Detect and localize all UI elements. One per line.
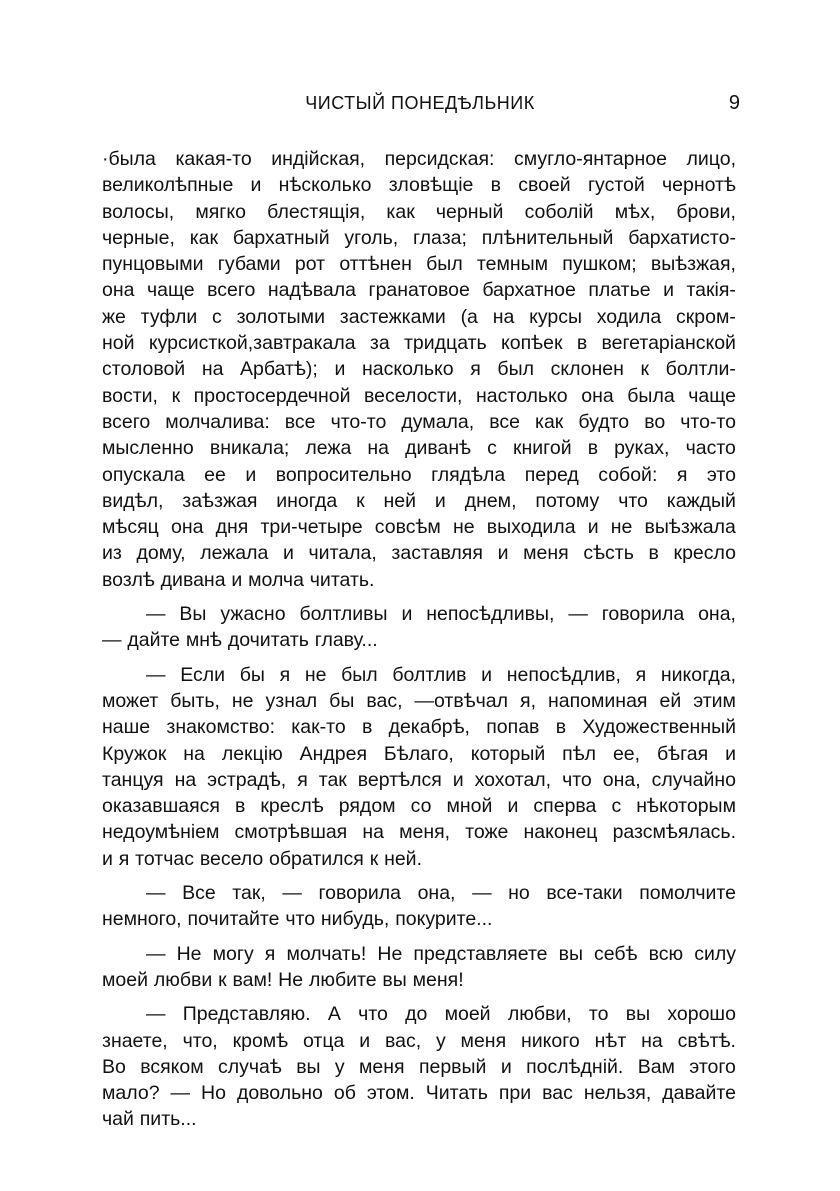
text-line: пунцовыми губами рот оттѣнен был темным пушком; выѣзжая,: [102, 253, 736, 276]
text-line: немного, почитайте что нибудь, покурите...: [102, 908, 493, 931]
text-line: — дайте мнѣ дочитать главу...: [102, 629, 378, 652]
text-line: столовой на Арбатѣ); и насколько я был склонен к болтли-: [102, 358, 736, 381]
text-line: — Вы ужасно болтливы и непосѣдливы, — говорила она,: [146, 603, 736, 626]
text-line: из дому, лежала и читала, заставляя и меня сѣсть в кресло: [102, 542, 736, 565]
text-line: — Представляю. А что до моей любви, то вы хорошо: [146, 1003, 736, 1026]
text-line: Во всяком случаѣ вы у меня первый и послѣдній. Вам этого: [102, 1055, 736, 1078]
running-header: [100, 90, 740, 116]
page-number: 9: [728, 92, 740, 114]
text-line: ной курсисткой,завтракала за тридцать копѣек в вегетаріанской: [102, 332, 736, 355]
text-line: может быть, не узнал бы вас, —отвѣчал я, напоминая ей этим: [102, 689, 736, 712]
text-line: же туфли с золотыми застежками (а на курсы ходила скром-: [102, 305, 736, 328]
text-line: моей любви к вам! Не любите вы меня!: [102, 968, 464, 991]
text-line: волосы, мягко блестящія, как черный соболій мѣх, брови,: [102, 200, 736, 223]
paragraph: [102, 146, 736, 593]
text-line: танцуя на эстрадѣ, я так вертѣлся и хохотал, что она, случайно: [102, 768, 736, 791]
paragraph: [102, 1001, 736, 1132]
text-line: вости, к простосердечной веселости, настолько она была чаще: [102, 384, 736, 407]
text-line: опускала ее и вопросительно глядѣла перед собой: я это: [102, 463, 736, 486]
paragraph: [102, 662, 736, 872]
text-line: она чаще всего надѣвала гранатовое бархатное платье и такія-: [102, 279, 736, 302]
text-line: черные, как бархатный уголь, глаза; плѣнительный бархатисто-: [102, 226, 736, 249]
text-line: оказавшаяся в креслѣ рядом со мной и сперва с нѣкоторым: [102, 795, 736, 818]
text-line: ·была какая-то индійская, персидская: смугло-янтарное лицо,: [102, 148, 736, 170]
text-line: — Все так, — говорила она, — но все-таки помолчите: [146, 882, 736, 905]
text-line: чай пить...: [102, 1108, 197, 1131]
paragraph: [102, 880, 736, 933]
text-line: — Если бы я не был болтлив и непосѣдлив, я никогда,: [146, 663, 736, 686]
text-line: Кружок на лекцію Андрея Бѣлаго, который пѣл ее, бѣгая и: [102, 742, 736, 765]
text-line: наше знакомство: как-то в декабрѣ, попав в Художественный: [102, 716, 736, 739]
text-line: — Не могу я молчать! Не представляете вы себѣ всю силу: [146, 942, 736, 965]
text-line: видѣл, заѣзжая иногда к ней и днем, потому что каждый: [102, 489, 736, 512]
text-line: знаете, что, кромѣ отца и вас, у меня никого нѣт на свѣтѣ.: [102, 1029, 736, 1052]
text-line: мысленно вникала; лежа на диванѣ с книгой в руках, часто: [102, 437, 736, 460]
text-line: недоумѣніем смотрѣвшая на меня, тоже наконец разсмѣялась.: [102, 821, 736, 844]
text-line: мало? — Но довольно об этом. Читать при вас нельзя, давайте: [102, 1082, 736, 1105]
body-text: [102, 146, 736, 1133]
text-line: возлѣ дивана и молча читать.: [102, 568, 375, 591]
paragraph: [102, 941, 736, 994]
text-line: мѣсяц она дня три-четыре совсѣм не выходила и не выѣзжала: [102, 516, 736, 539]
text-line: великолѣпные и нѣсколько зловѣщіе в своей густой чернотѣ: [102, 174, 736, 197]
text-line: и я тотчас весело обратился к ней.: [102, 847, 422, 870]
paragraph: [102, 601, 736, 654]
chapter-title: ЧИСТЫЙ ПОНЕДѢЛЬНИК: [305, 93, 535, 113]
text-line: всего молчалива: все что-то думала, все как будто во что-то: [102, 410, 736, 433]
